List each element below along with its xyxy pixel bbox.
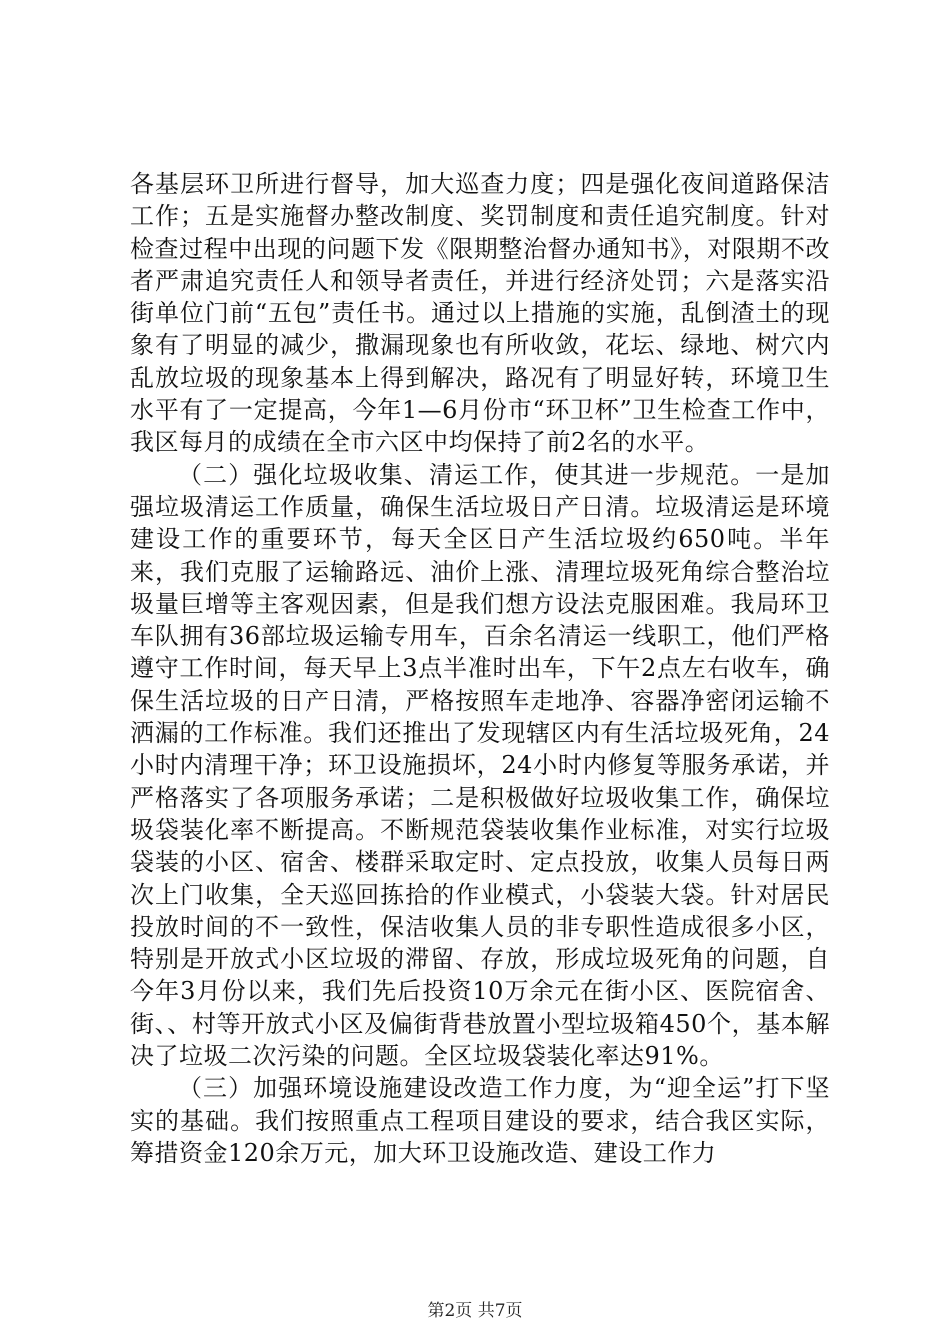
- paragraph-continuation: 各基层环卫所进行督导，加大巡查力度；四是强化夜间道路保洁工作；五是实施督办整改制度、奖罚制度和责任追究制度。针对检查过程中出现的问题下发《限期整治督办通知书》，对限期不改者严肃追究责任人和领导者责任，并进行经济处罚；六是落实沿街单位门前“五包”责任书。通过以上措施的实施，乱倒渣土的现象有了明显的减少，撒漏现象也有所收敛，花坛、绿地、树穴内乱放垃圾的现象基本上得到解决，路况有了明显好转，环境卫生水平有了一定提高，今年1—6月份市“环卫杯”卫生检查工作中，我区每月的成绩在全市六区中均保持了前2名的水平。: [130, 170, 830, 457]
- paragraph-section-two: （二）强化垃圾收集、清运工作，使其进一步规范。一是加强垃圾清运工作质量，确保生活垃圾日产日清。垃圾清运是环境建设工作的重要环节，每天全区日产生活垃圾约650吨。半年来，我们克服了运输路远、油价上涨、清理垃圾死角综合整治垃圾量巨增等主客观因素，但是我们想方设法克服困难。我局环卫车队拥有36部垃圾运输专用车，百余名清运一线职工，他们严格遵守工作时间，每天早上3点半准时出车，下午2点左右收车，确保生活垃圾的日产日清，严格按照车走地净、容器净密闭运输不洒漏的工作标准。我们还推出了发现辖区内有生活垃圾死角，24小时内清理干净；环卫设施损坏，24小时内修复等服务承诺，并严格落实了各项服务承诺；二是积极做好垃圾收集工作，确保垃圾袋装化率不断提高。不断规范袋装收集作业标准，对实行垃圾袋装的小区、宿舍、楼群采取定时、定点投放，收集人员每日两次上门收集，全天巡回拣拾的作业模式，小袋装大袋。针对居民投放时间的不一致性，保洁收集人员的非专职性造成很多小区，特别是开放式小区垃圾的滞留、存放，形成垃圾死角的问题，自今年3月份以来，我们先后投资10万余元在街小区、医院宿舍、街、、村等开放式小区及偏街背巷放置小型垃圾箱450个，基本解决了垃圾二次污染的问题。全区垃圾袋装化率达91%。: [130, 460, 830, 1071]
- document-body: [130, 168, 830, 1169]
- paragraph-section-three: （三）加强环境设施建设改造工作力度，为“迎全运”打下坚实的基础。我们按照重点工程项目建设的要求，结合我区实际，筹措资金120余万元，加大环卫设施改造、建设工作力: [130, 1074, 830, 1167]
- page-number-footer: 第2页 共7页: [427, 1301, 523, 1321]
